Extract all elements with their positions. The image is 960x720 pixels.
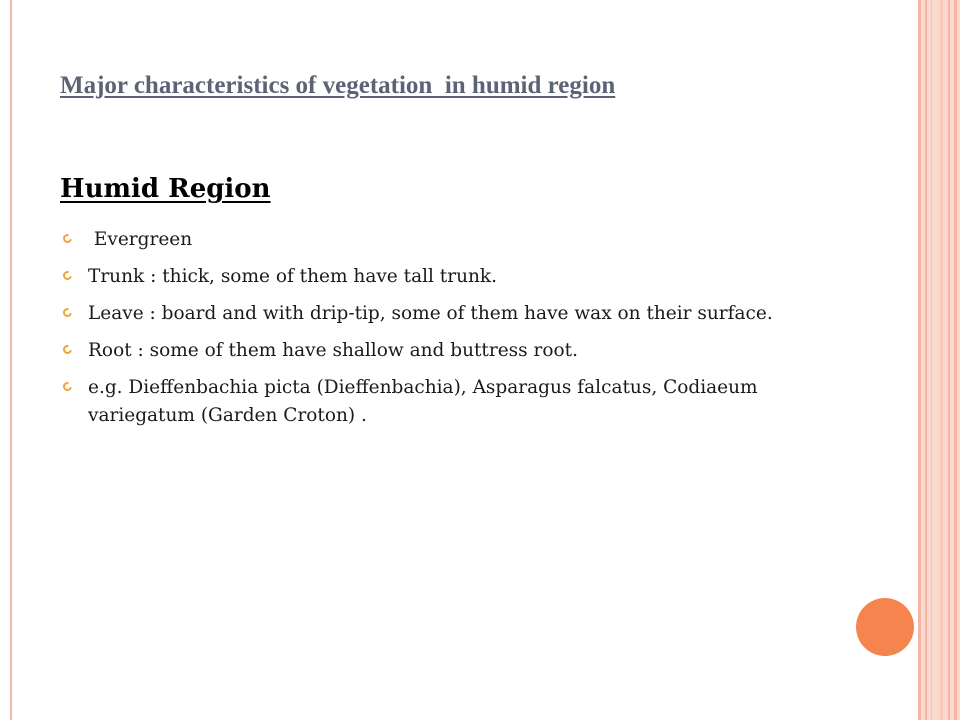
section-heading: Humid Region <box>60 174 271 204</box>
stripe <box>918 0 921 720</box>
bullet-item <box>60 263 840 291</box>
bullet-list <box>60 226 840 439</box>
right-decorative-stripes <box>918 0 960 720</box>
bullet-icon <box>61 380 73 392</box>
left-frame-line <box>10 0 12 720</box>
bullet-text: Trunk : thick, some of them have tall trunk. <box>88 266 498 287</box>
bullet-item <box>60 226 840 254</box>
bullet-icon <box>61 232 73 244</box>
stripe <box>954 0 957 720</box>
bullet-item <box>60 300 840 328</box>
bullet-text: Evergreen <box>88 229 193 250</box>
bullet-icon <box>61 306 73 318</box>
bullet-icon <box>61 269 73 281</box>
stripe <box>925 0 927 720</box>
slide-title: Major characteristics of vegetation in humid region <box>60 72 616 99</box>
stripe <box>940 0 943 720</box>
stripe <box>931 0 932 720</box>
bullet-icon <box>61 343 73 355</box>
bullet-item <box>60 374 840 430</box>
bullet-item <box>60 337 840 365</box>
stripe <box>948 0 950 720</box>
decorative-circle <box>856 598 914 656</box>
bullet-text: Leave : board and with drip-tip, some of them have wax on their surface. <box>88 303 773 324</box>
bullet-text: e.g. Dieffenbachia picta (Dieffenbachia), Asparagus falcatus, Codiaeum variegatum (Garden Croton) . <box>88 377 764 426</box>
bullet-text: Root : some of them have shallow and buttress root. <box>88 340 578 361</box>
